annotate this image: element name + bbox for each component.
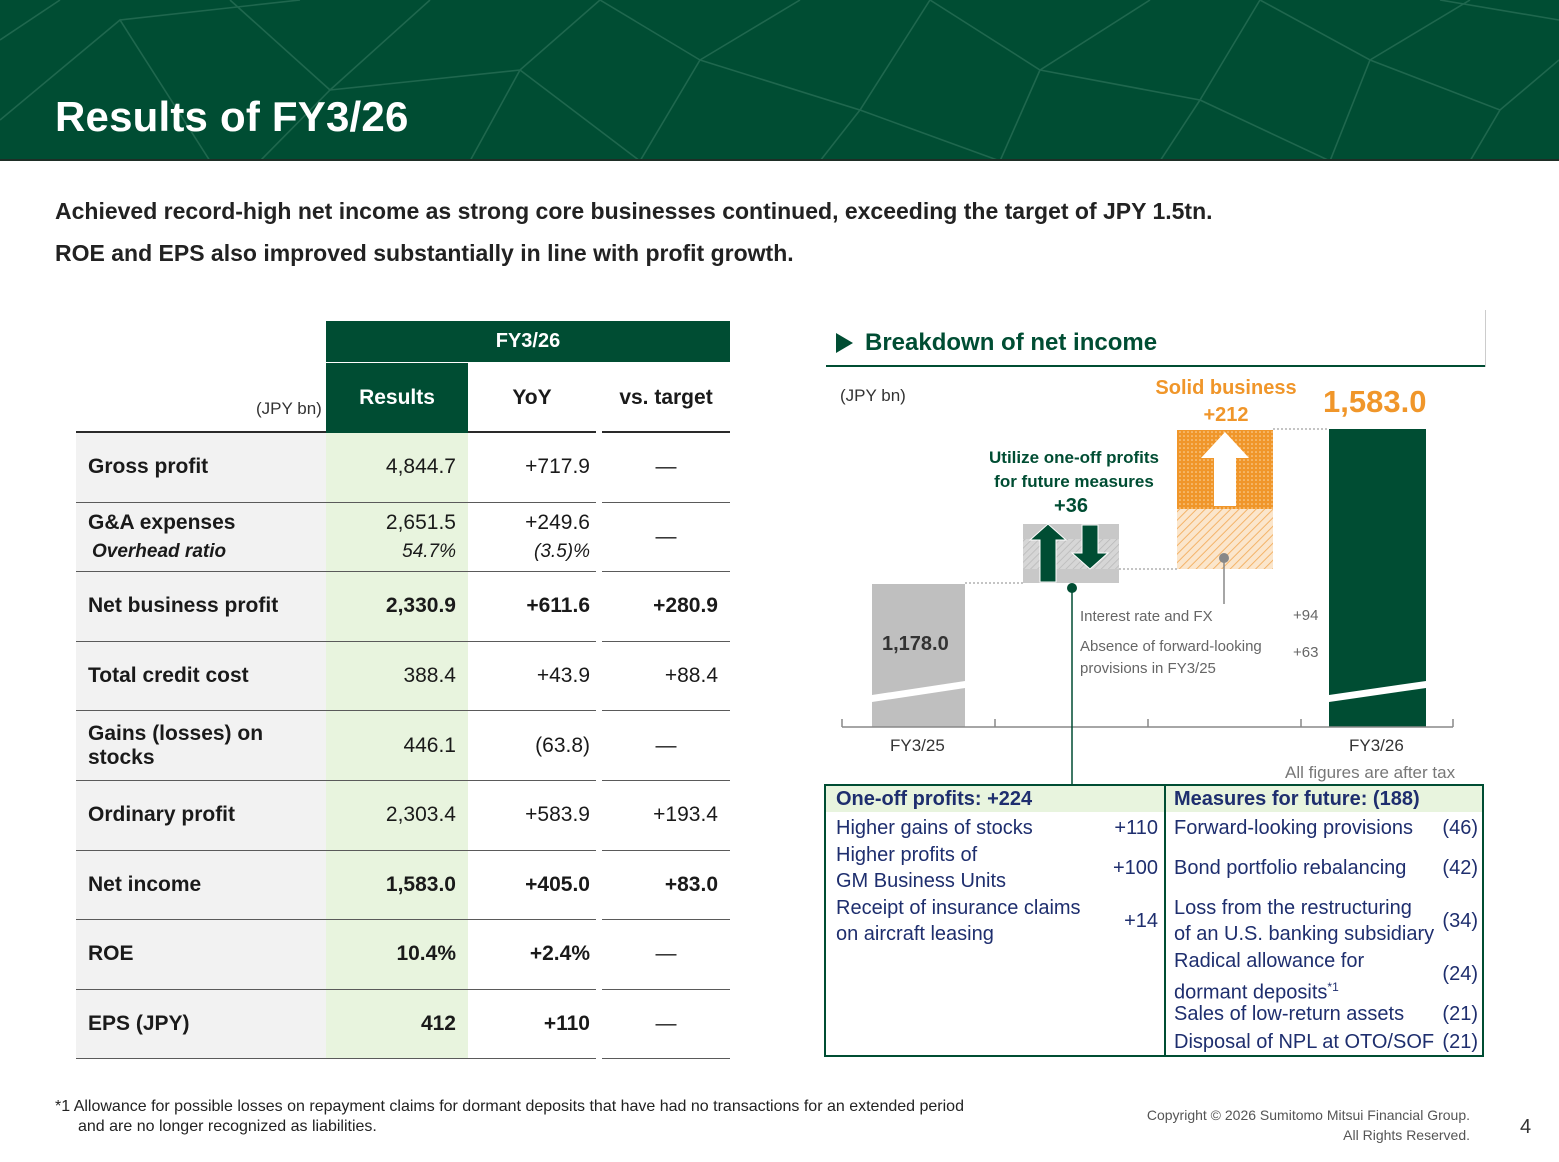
row-yoy: +583.9 [525, 803, 590, 827]
row-yoy: +110 [543, 1012, 590, 1036]
row-yoy: +611.6 [526, 594, 590, 618]
row-yoy: +405.0 [525, 872, 590, 896]
driver2-label-1: Absence of forward-looking [1080, 638, 1262, 655]
row-yoy: (63.8) [535, 733, 590, 757]
oneoff-value: +36 [1054, 495, 1088, 517]
table-row [76, 920, 730, 990]
footnote-marker: *1 [1327, 980, 1339, 994]
row-results: 1,583.0 [326, 851, 468, 920]
waterfall-svg [826, 370, 1486, 790]
oneoff-measures-table [824, 784, 1484, 1057]
row-results: 412 [326, 990, 468, 1059]
oneoff-item-value: +110 [1114, 817, 1158, 839]
table-row [76, 990, 730, 1060]
bar-fy3-26 [1329, 429, 1426, 727]
driver2-label-2: provisions in FY3/25 [1080, 660, 1216, 677]
col-header-target: vs. target [619, 386, 713, 409]
unit-label: (JPY bn) [256, 399, 322, 418]
footnote-line-1: *1 Allowance for possible losses on repayment claims for dormant deposits that have had no transactions for an extended period [55, 1098, 964, 1115]
row-target: — [655, 524, 677, 548]
oneoff-item-label: Higher profits of [836, 844, 978, 866]
table-row [76, 781, 730, 851]
measure-item-label: of an U.S. banking subsidiary [1174, 923, 1435, 945]
measure-item-label: Radical allowance for [1174, 950, 1365, 972]
row-label: Total credit cost [76, 642, 326, 711]
end-value-label: 1,583.0 [1323, 384, 1427, 419]
copyright-line-2: All Rights Reserved. [1343, 1127, 1470, 1143]
oneoff-item-value: +14 [1124, 910, 1158, 932]
measure-item-value: (34) [1442, 910, 1478, 932]
oneoff-item-label: Receipt of insurance claims [836, 897, 1081, 919]
row-target: +280.9 [653, 594, 718, 618]
breakdown-title: Breakdown of net income [865, 329, 1158, 356]
table-row [76, 572, 730, 642]
row-target: — [655, 733, 677, 757]
measure-item-label: Loss from the restructuring [1174, 897, 1412, 919]
col-header-yoy: YoY [512, 386, 552, 409]
measure-item-label: Disposal of NPL at OTO/SOF [1174, 1031, 1435, 1053]
start-value-label: 1,178.0 [882, 633, 949, 655]
oneoff-header: One-off profits: +224 [836, 788, 1033, 810]
row-label: Gross profit [76, 433, 326, 502]
col-header-results: Results [326, 363, 468, 433]
copyright [1147, 1105, 1470, 1145]
period-header: FY3/26 [326, 321, 730, 362]
oneoff-item-label: on aircraft leasing [836, 923, 994, 945]
solid-label: Solid business [1155, 377, 1297, 399]
copyright-line-1: Copyright © 2026 Sumitomo Mitsui Financial Group. [1146, 1107, 1470, 1123]
oneoff-item-label: Higher gains of stocks [836, 817, 1033, 839]
row-results: 446.1 [326, 711, 468, 780]
row-results: 2,330.9 [326, 572, 468, 641]
measure-item-value: (21) [1442, 1003, 1478, 1025]
oneoff-label-2: for future measures [994, 472, 1154, 491]
row-yoy: +717.9 [525, 455, 590, 479]
lead-line-1: Achieved record-high net income as strong core businesses continued, exceeding the target of JPY 1.5tn. [55, 198, 1213, 224]
footnote [55, 1097, 964, 1137]
page-title: Results of FY3/26 [55, 93, 409, 140]
oneoff-item-value: +100 [1112, 857, 1158, 879]
row-target: +88.4 [664, 664, 718, 688]
table-row [76, 851, 730, 921]
measure-item-value: (42) [1442, 857, 1478, 879]
row-results: 4,844.7 [326, 433, 468, 502]
row-target: +193.4 [653, 803, 718, 827]
footnote-line-2: and are no longer recognized as liabilities. [78, 1118, 377, 1135]
row-label: EPS (JPY) [76, 990, 326, 1059]
measure-item-label: Forward-looking provisions [1174, 817, 1413, 839]
driver1-value: +94 [1293, 607, 1319, 624]
table-row [76, 503, 730, 573]
row-sub-results: 54.7% [402, 540, 456, 562]
x-label-start: FY3/25 [890, 736, 945, 755]
driver2-value: +63 [1293, 644, 1319, 661]
lead-line-2: ROE and EPS also improved substantially in line with profit growth. [55, 240, 794, 266]
row-results: 2,651.5 [385, 510, 456, 534]
row-label: ROE [76, 920, 326, 989]
row-label: Ordinary profit [76, 781, 326, 850]
row-target: — [655, 942, 677, 966]
breakdown-section-title [826, 310, 1486, 367]
row-label: G&A expenses [88, 510, 236, 534]
measure-item-value: (21) [1442, 1031, 1478, 1053]
row-results: 10.4% [326, 920, 468, 989]
chart-unit: (JPY bn) [840, 386, 906, 405]
row-yoy: +2.4% [529, 942, 590, 966]
measure-item-label: dormant deposits [1174, 981, 1328, 1004]
row-target: — [655, 455, 677, 479]
measure-item-value: (24) [1442, 963, 1478, 985]
row-results: 388.4 [326, 642, 468, 711]
measure-item-label: Sales of low-return assets [1174, 1003, 1405, 1025]
oneoff-item-label: GM Business Units [836, 870, 1007, 892]
after-tax-note: All figures are after tax [1285, 763, 1456, 782]
table-row [76, 711, 730, 781]
table-row [76, 433, 730, 503]
net-income-waterfall-chart [826, 370, 1486, 790]
page-number: 4 [1520, 1116, 1532, 1138]
row-yoy: +43.9 [536, 664, 590, 688]
measures-header: Measures for future: (188) [1174, 788, 1420, 810]
row-label: Gains (losses) on stocks [76, 711, 326, 780]
measure-item-label: Bond portfolio rebalancing [1174, 857, 1407, 879]
x-label-end: FY3/26 [1349, 736, 1404, 755]
row-sub-label: Overhead ratio [92, 540, 227, 562]
row-sub-yoy: (3.5)% [534, 540, 590, 562]
table-row [76, 642, 730, 712]
row-label: Net income [76, 851, 326, 920]
row-yoy: +249.6 [525, 510, 590, 534]
driver1-label: Interest rate and FX [1080, 608, 1213, 625]
row-results: 2,303.4 [326, 781, 468, 850]
header-banner [0, 0, 1559, 161]
measure-item-value: (46) [1442, 817, 1478, 839]
row-label: Net business profit [76, 572, 326, 641]
row-target: +83.0 [664, 872, 718, 896]
row-target: — [655, 1012, 677, 1036]
solid-value: +212 [1203, 404, 1249, 426]
triangle-bullet-icon [836, 333, 853, 353]
oneoff-label-1: Utilize one-off profits [989, 448, 1159, 467]
